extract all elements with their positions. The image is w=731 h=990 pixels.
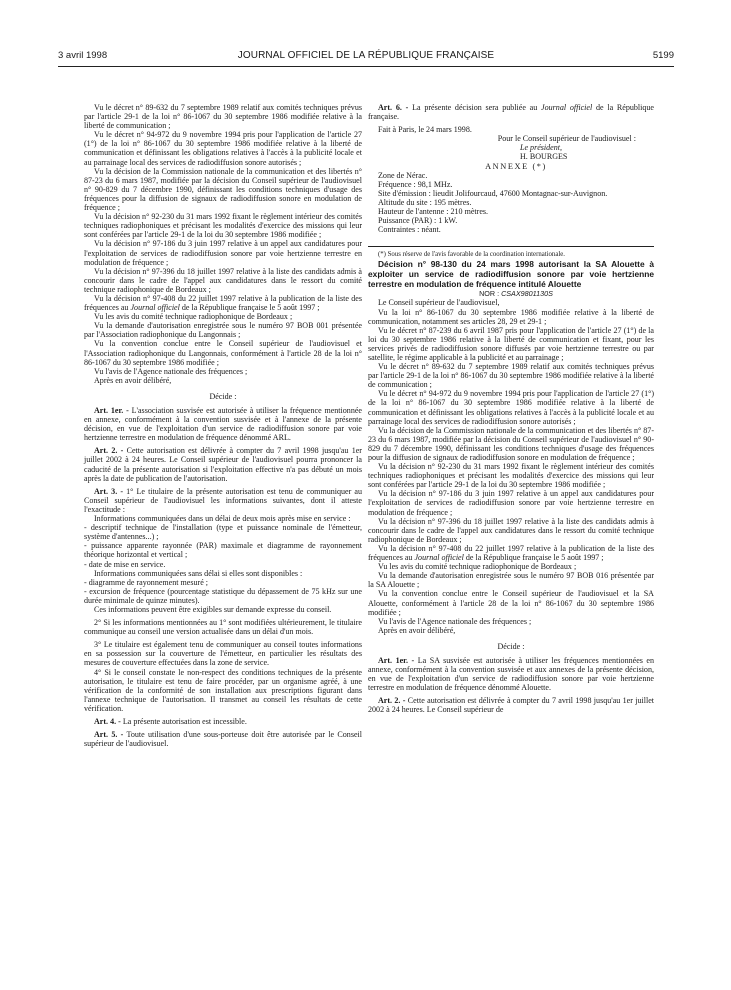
signature-title: Le président, [520,143,563,153]
annexe-item: Contraintes : néant. [378,225,441,235]
visa-paragraph: Vu le décret n° 94-972 du 9 novembre 1994 pris pour l'application de l'article 27 (1°) de la loi n° 86-1067 du 30 septembre 1986 modifiée relative à la liberté de communication et définissant les obligations relatives à l'accès à la publicité locale et au parrainage local des services de radiodiffusion sonore autorisés ; [368,389,654,426]
info-paragraph: Informations communiquées dans un délai de deux mois après mise en service : [94,514,351,524]
decide-heading: Décide : [209,391,237,401]
numbered-paragraph: 4° Si le conseil constate le non-respect des conditions techniques de la présente autorisation, le titulaire est tenu de faire procéder, par un organisme agréé, à une vérification de la conformité de son installation aux prescriptions figurant dans l'annexe technique de l'autorisation. Il transmet au conseil les résultats de cette vérification. [84,667,362,713]
visa-paragraph: Vu les avis du comité technique radiophonique de Bordeaux ; [94,312,293,322]
visa-paragraph: Après en avoir délibéré, [94,375,172,385]
visa-paragraph: Vu les avis du comité technique radiophonique de Bordeaux ; [378,562,577,572]
visa-paragraph: Vu le décret n° 94-972 du 9 novembre 1994 pris pour l'application de l'article 27 (1°) de la loi n° 86-1067 du 30 septembre 1986 modifiée relative à la liberté de communication et définissant les obligations relatives à l'accès à la publicité locale et au parrainage local des services de radiodiffusion sonore autorisés ; [84,130,362,167]
list-item: - date de mise en service. [84,559,166,569]
visa-paragraph: Vu la demande d'autorisation enregistrée sous le numéro 97 BOB 016 présentée par la SA Alouette ; [368,571,654,590]
annexe-item: Fréquence : 98,1 MHz. [378,179,453,189]
page-header [58,50,674,66]
visa-paragraph: Après en avoir délibéré, [378,625,456,635]
article-6: Art. 6. - La présente décision sera publiée au Journal officiel de la République française. [368,103,655,122]
visa-paragraph: Vu la décision de la Commission nationale de la communication et des libertés n° 87-23 du 6 mars 1987, modifiée par la décision du Conseil supérieur de l'audiovisuel n° 90-829 du 7 décembre 1990, définissant les conditions techniques d'usage des fréquences pour la diffusion de signaux de radiodiffusion sonore en modulation de fréquence ; [84,166,362,213]
numbered-paragraph: 2° Si les informations mentionnées au 1° sont modifiées ultérieurement, le titulaire communique au conseil une version actualisée dans un délai d'un mois. [84,618,362,637]
annexe-block [368,171,654,235]
decide-heading: Décide : [497,641,525,651]
visa-paragraph: Vu la convention conclue entre le Conseil supérieur de l'audiovisuel et l'Association radiophonique du Langonnais, conformément à l'article 28 de la loi n° 86-1067 du 30 septembre 1986 modifiée ; [84,339,362,367]
visa-paragraph: Vu la décision n° 92-230 du 31 mars 1992 fixant le règlement intérieur des comités techniques radiophoniques et précisant les modalités d'exercice des missions qui leur sont conférées par l'article 29-1 de la loi du 30 septembre 1986 modifiée ; [368,462,654,490]
visa-paragraph: Vu le décret n° 89-632 du 7 septembre 1989 relatif aux comités techniques prévus par l'article 29-1 de la loi n° 86-1067 du 30 septembre 1986 modifiée relative à la liberté de communication ; [84,103,362,131]
footnote-rule [368,246,654,247]
visa-paragraph: Vu la décision n° 97-396 du 18 juillet 1997 relative à la liste des candidats admis à concourir dans le cadre de l'appel aux candidatures dans le ressort du comité technique radiophonique de Bordeaux ; [368,516,654,544]
article-2: Art. 2. - Cette autorisation est délivrée à compter du 7 avril 1998 jusqu'au 1er juillet 2002 à 24 heures. Le Conseil supérieur de [368,696,655,715]
visa-paragraph: Vu le décret n° 89-632 du 7 septembre 1989 relatif aux comités techniques prévus par l'article 29-1 de la loi n° 86-1067 du 30 septembre 1986 modifiée relative à la liberté de communication ; [368,362,654,390]
visa-paragraph: Vu la décision n° 97-186 du 3 juin 1997 relative à un appel aux candidatures pour l'exploitation de services de radiodiffusion sonore par voie hertzienne terrestre en modulation de fréquence ; [84,239,362,267]
article-5: Art. 5. - Toute utilisation d'une sous-porteuse doit être autorisée par le Conseil supérieur de l'audiovisuel. [84,730,362,749]
visa-paragraph: Vu l'avis de l'Agence nationale des fréquences ; [378,616,532,626]
decision-title: Décision n° 98-130 du 24 mars 1998 autorisant la SA Alouette à exploiter un service de radiodiffusion sonore par voie hertzienne terrestre en modulation de fréquence intitulé Alouette [368,259,654,290]
header-journal-title: JOURNAL OFFICIEL DE LA RÉPUBLIQUE FRANÇAISE [237,50,495,61]
visa-paragraph: Vu la convention conclue entre le Conseil supérieur de l'audiovisuel et la SA Alouette, conformément à l'article 28 de la loi n° 86-1067 du 30 septembre 1986 modifiée ; [368,589,654,617]
visa-paragraph: Vu l'avis de l'Agence nationale des fréquences ; [94,366,248,376]
numbered-paragraph: 3° Le titulaire est également tenu de communiquer au conseil toutes informations en sa possession sur la couverture de l'émetteur, en particulier les résultats des mesures de couverture effectuées dans la zone de service. [84,640,362,668]
info-paragraph: Ces informations peuvent être exigibles sur demande expresse du conseil. [94,604,332,614]
visa-paragraph: Vu la décision de la Commission nationale de la communication et des libertés n° 87-23 du 6 mars 1987, modifiée par la décision du Conseil supérieur de l'audiovisuel n° 90-829 du 7 décembre 1990, définissant les conditions techniques d'usage des fréquences pour la diffusion de signaux de radiodiffusion sonore en modulation de fréquence ; [368,425,654,462]
left-column [84,103,362,748]
article-4: Art. 4. - La présente autorisation est incessible. [94,717,247,726]
visa-paragraph: Vu la décision n° 97-408 du 22 juillet 1997 relative à la publication de la liste des fréquences au Journal officiel de la République française le 5 août 1997 ; [84,293,362,313]
signature-line: Pour le Conseil supérieur de l'audiovisuel : [497,134,636,144]
annexe-title: ANNEXE (*) [485,161,547,171]
visa-paragraph: Vu la demande d'autorisation enregistrée sous le numéro 97 BOB 001 présentée par l'Association radiophonique du Langonnais ; [84,321,362,340]
article-2: Art. 2. - Cette autorisation est délivrée à compter du 7 avril 1998 jusqu'au 1er juillet 2002 à 24 heures. Le Conseil supérieur de l'audiovisuel pourra prononcer la caducité de la présente autorisation si l'exploitation effective n'a pas débuté un mois après la date de publication de l'autorisation. [84,446,362,483]
annexe-item: Puissance (PAR) : 1 kW. [378,216,458,226]
article-1: Art. 1er. - La SA susvisée est autorisée à utiliser les fréquences mentionnées en annexe, conformément à la convention susvisée et aux annexes de la présente décision, en vue de l'exploitation d'un service de radiodiffusion sonore par voie hertzienne terrestre en modulation de fréquence dénommé Alouette. [368,655,655,693]
visa-paragraph: Vu la décision n° 92-230 du 31 mars 1992 fixant le règlement intérieur des comités techniques radiophoniques et précisant les modalités d'exercice des missions qui leur sont conférées par l'article 29-1 de la loi du 30 septembre 1986 modifiée ; [84,212,362,240]
annexe-item: Site d'émission : lieudit Jolifourcaud, 47600 Montagnac-sur-Auvignon. [378,188,608,198]
list-item: - excursion de fréquence (pourcentage statistique du dépassement de 75 kHz sur une durée minimale de quinze minutes). [84,586,362,605]
header-date: 3 avril 1998 [58,50,108,61]
header-rule [58,66,674,67]
annexe-item: Hauteur de l'antenne : 210 mètres. [378,207,489,217]
visa-paragraph: Vu la loi n° 86-1067 du 30 septembre 1986 modifiée relative à la liberté de communication, notamment ses articles 28, 29 et 29-1 ; [368,307,654,326]
annexe-item: Zone de Nérac. [378,170,428,180]
article-1: Art. 1er. - L'association susvisée est autorisée à utiliser la fréquence mentionnée en annexe, conformément à la convention susvisée et à l'annexe de la présente décision, en vue de l'exploitation d'un service de radiodiffusion sonore par voie hertzienne terrestre en modulation de fréquence dénommé ARL. [84,406,362,443]
header-page-number: 5199 [652,50,674,61]
done-at: Fait à Paris, le 24 mars 1998. [378,125,472,135]
signature-name: H. BOURGES [520,152,568,162]
right-column [368,103,654,715]
visa-paragraph: Vu la décision n° 97-408 du 22 juillet 1997 relative à la publication de la liste des fréquences au Journal officiel de la République française le 5 août 1997 ; [368,543,654,563]
list-item: - diagramme de rayonnement mesuré ; [84,577,209,587]
footnote: (*) Sous réserve de l'avis favorable de la coordination internationale. [378,251,565,259]
nor-reference: NOR : CSAX9801130S [479,289,553,299]
list-item: - puissance apparente rayonnée (PAR) maximale et diagramme de rayonnement théorique horizontal et vertical ; [84,541,362,560]
annexe-item: Altitude du site : 195 mètres. [378,197,472,207]
list-item: - descriptif technique de l'installation (type et puissance nominale de l'émetteur, système d'antennes...) ; [84,523,362,542]
visa-paragraph: Vu le décret n° 87-239 du 6 avril 1987 pris pour l'application de l'article 27 (1°) de la loi du 30 septembre 1986 relative à la liberté de communication et fixant, pour les services privés de radiodiffusion sonore diffusés par voie hertzienne terrestre ou par satellite, le régime applicable à la publicité et au parrainage ; [368,325,654,362]
visa-paragraph: Le Conseil supérieur de l'audiovisuel, [378,298,500,308]
info-paragraph: Informations communiquées sans délai si elles sont disponibles : [94,568,303,578]
article-3: Art. 3. - 1° Le titulaire de la présente autorisation est tenu de communiquer au Conseil supérieur de l'audiovisuel les informations suivantes, dont il atteste l'exactitude : [84,486,362,514]
visa-paragraph: Vu la décision n° 97-186 du 3 juin 1997 relative à un appel aux candidatures pour l'exploitation de services de radiodiffusion sonore par voie hertzienne terrestre en modulation de fréquence ; [368,489,654,517]
visa-paragraph: Vu la décision n° 97-396 du 18 juillet 1997 relative à la liste des candidats admis à concourir dans le cadre de l'appel aux candidatures dans le ressort du comité technique radiophonique de Bordeaux ; [84,266,362,294]
